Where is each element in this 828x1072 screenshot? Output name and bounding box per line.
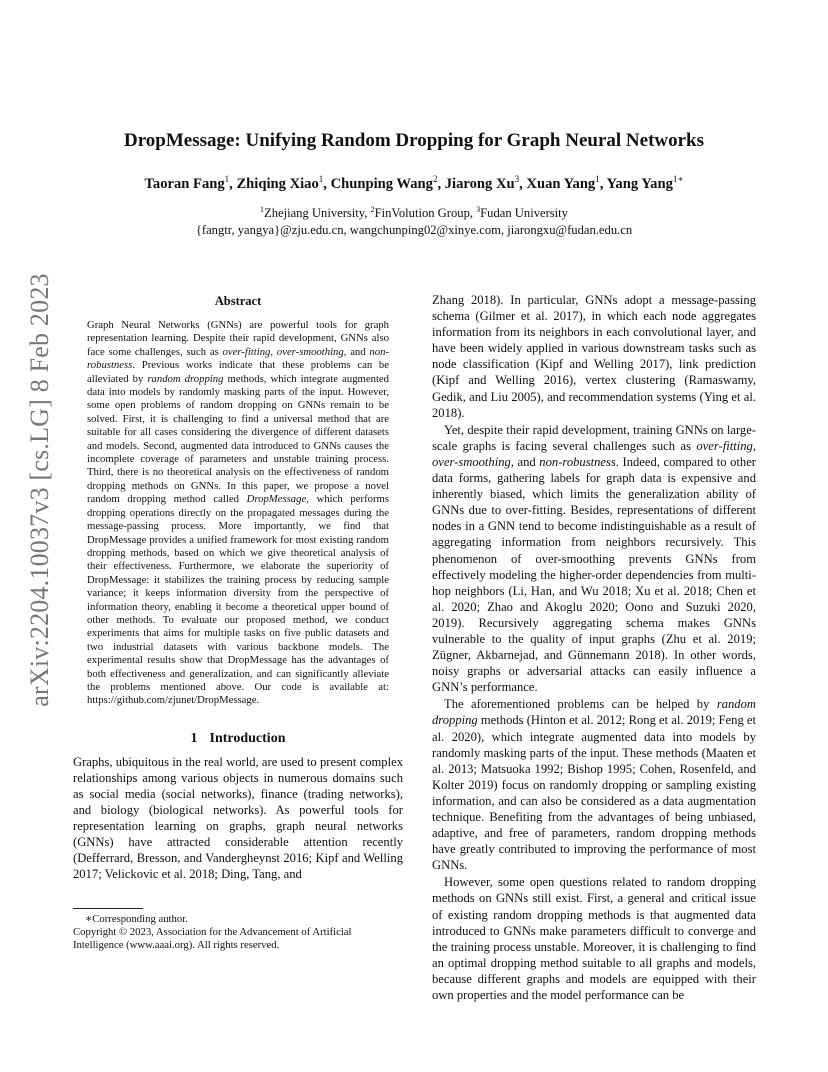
right-column bbox=[432, 292, 756, 1003]
arxiv-identifier-sidebar bbox=[20, 273, 60, 707]
author: Jiarong Xu$^3$, bbox=[444, 174, 527, 192]
paper-title: DropMessage: Unifying Random Dropping for Graph Neural Networks bbox=[123, 130, 705, 151]
body-paragraph: However, some open questions related to random dropping methods on GNNs still exist. First, a general and critical issue of existing random dropping methods is that augmented data introduced to GNNs make parameters difficult to converge and the training process unstable. Moreover, it is challenging to find an optimal dropping method suitable to all graphs and models, because different graphs and models are equipped with their own properties and the model performance can be bbox=[432, 875, 756, 1003]
footnote-rule bbox=[73, 908, 143, 909]
body-paragraph: Zhang 2018). In particular, GNNs adopt a message-passing schema (Gilmer et al. 2017), in which each node aggregates information from its neighbors in each convolutional layer, and have been widely applied in various downstream tasks such as node classification (Kipf and Welling 2017), link prediction (Kipf and Welling 2016), vertex clustering (Ramaswamy, Gedik, and Liu 2005), and recommendation systems (Ying et al. 2018). bbox=[432, 293, 756, 420]
left-column bbox=[73, 294, 403, 883]
author: Taoran Fang$^1$, bbox=[144, 174, 237, 192]
affiliations bbox=[0, 201, 828, 239]
section-heading-introduction: 1 Introduction bbox=[190, 730, 286, 746]
author: Yang Yang$^{1∗}$ bbox=[606, 174, 684, 192]
abstract-text: Graph Neural Networks (GNNs) are powerful tools for graph representation learning. Despite their rapid development, GNNs also face some challenges, such as over-fitting, over-smoothing, and non-robustness. Previous works indicate that these problems can be alleviated by random dropping methods, which integrate augmented data into models by randomly masking parts of the input. However, some open problems of random dropping on GNNs remain to be solved. First, it is challenging to find a universal method that are suitable for all cases considering the divergence of different datasets and models. Second, augmented data introduced to GNNs causes the incomplete coverage of parameters and unstable training process. Third, there is no theoretical analysis on the effectiveness of random dropping methods on GNNs. In this paper, we propose a novel random dropping method called DropMessage, which performs dropping operations directly on the propagated messages during the message-passing process. More importantly, we find that DropMessage provides a unified framework for most existing random dropping methods, based on which we give theoretical analysis of their effectiveness. Furthermore, we elaborate the superiority of DropMessage: it stabilizes the training process by reducing sample variance; it keeps information diversity from the perspective of information theory, enabling it become a theoretical upper bound of other methods. To evaluate our proposed method, we conduct experiments that aims for multiple tasks on five public datasets and two industrial datasets with various backbone models. The experimental results show that DropMessage has the advantages of both effectiveness and generalization, and can significantly alleviate the problems mentioned above. Our code is available at: https://github.com/zjunet/DropMessage. bbox=[87, 319, 390, 707]
intro-paragraph: Graphs, ubiquitous in the real world, are used to present complex relationships among various objects in numerous domains such as social media (social networks), finance (trading networks), and biology (biological networks). As powerful tools for representation learning on graphs, graph neural networks (GNNs) have attracted considerable attention recently (Defferrard, Bresson, and Vandergheynst 2016; Kipf and Welling 2017; Velickovic et al. 2018; Ding, Tang, and bbox=[73, 754, 403, 882]
body-paragraph: The aforementioned problems can be helped by random dropping methods (Hinton et al. 2012; Rong et al. 2019; Feng et al. 2020), which integrate augmented data into models by randomly masking parts of the input. These methods (Maaten et al. 2013; Matsuoka 1992; Bishop 1995; Cohen, Rosenfeld, and Kolter 2019) focus on randomly dropping or sampling existing information, and can also be considered as a data augmentation technique. Benefiting from the advantages of being unbiased, adaptive, and free of parameters, random dropping methods have greatly contributed to improving the performance of most GNNs. bbox=[432, 697, 756, 873]
arxiv-identifier: arXiv:2204.10037v3 [cs.LG] 8 Feb 2023 bbox=[25, 273, 54, 707]
abstract-heading: Abstract bbox=[214, 294, 262, 308]
author: Xuan Yang$^1$, bbox=[526, 174, 607, 192]
footnote bbox=[73, 908, 403, 952]
author-list bbox=[0, 174, 828, 193]
corresponding-author-note: ∗Corresponding author. bbox=[85, 913, 188, 925]
author: Chunping Wang$^2$, bbox=[330, 174, 445, 192]
body-paragraph: Yet, despite their rapid development, training GNNs on large-scale graphs is facing several challenges such as over-fitting, over-smoothing, and non-robustness. Indeed, compared to other data forms, gathering labels for graph data is expensive and inherently biased, which limits the generalization ability of GNNs due to over-fitting. Besides, representations of different nodes in a GNN tend to become indistinguishable as a result of aggregating information from neighbors recursively. This phenomenon of over-smoothing prevents GNNs from effectively modeling the higher-order dependencies from multi-hop neighbors (Li, Han, and Wu 2018; Xu et al. 2018; Chen et al. 2020; Zhao and Akoglu 2020; Oono and Suzuki 2020, 2019). Recursively aggregating schema makes GNNs vulnerable to the quality of input graphs (Zhu et al. 2019; Zügner, Akbarnejad, and Günnemann 2018). In other words, noisy graphs or adversarial attacks can easily influence a GNN’s performance. bbox=[432, 422, 756, 695]
affiliation-line: $^1$Zhejiang University, $^2$FinVolution Group, $^3$Fudan University bbox=[260, 205, 568, 221]
author-emails: {fangtr, yangya}@zju.edu.cn, wangchunping02@xinye.com, jiarongxu@fudan.edu.cn bbox=[195, 223, 633, 238]
author: Zhiqing Xiao$^1$, bbox=[236, 174, 331, 192]
copyright-notice: Copyright © 2023, Association for the Advancement of Artificial Intelligence (www.aaai.org). All rights reserved. bbox=[73, 926, 352, 951]
